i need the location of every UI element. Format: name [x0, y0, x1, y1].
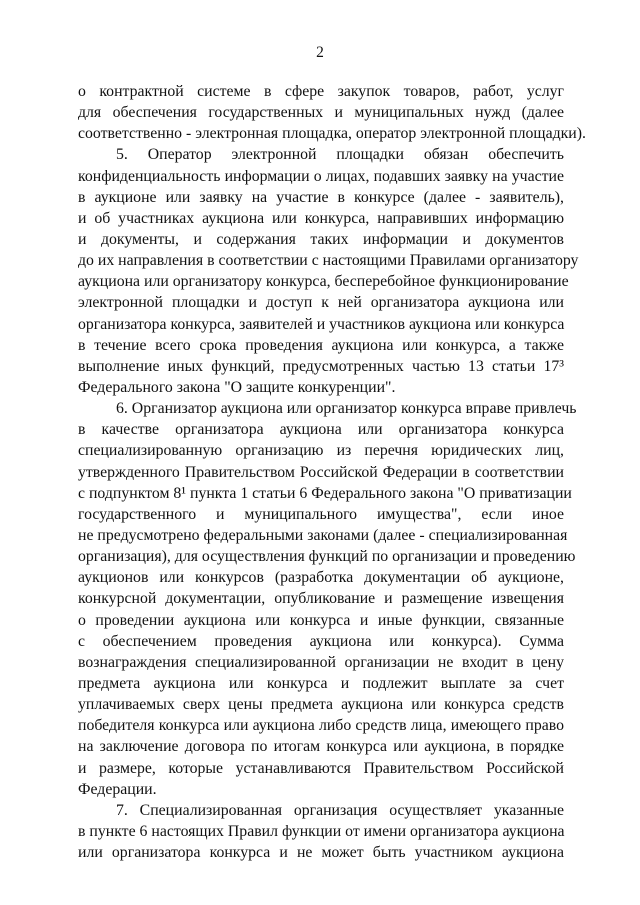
text-line: на заключение договора по итогам конкурса или аукциона, в порядке	[78, 738, 564, 756]
text-line: вознаграждения специализированной организации не входит в цену	[78, 653, 564, 671]
text-line: конфиденциальность информации о лицах, подавших заявку на участие	[78, 167, 564, 185]
text-line: и размере, которые устанавливаются Правительством Российской	[78, 759, 564, 777]
text-line: и документы, и содержания таких информации и документов	[78, 230, 564, 248]
text-line: утвержденного Правительством Российской Федерации в соответствии	[78, 463, 564, 481]
text-line: выполнение иных функций, предусмотренных частью 13 статьи 17³	[78, 357, 564, 375]
text-line: с обеспечением проведения аукциона или конкурса). Сумма	[78, 632, 564, 650]
text-line: предмета аукциона или конкурса и подлежит выплате за счет	[78, 674, 564, 692]
text-line: до их направления в соответствии с настоящими Правилами организатору	[78, 252, 579, 270]
text-line: в качестве организатора аукциона или организатора конкурса	[78, 421, 564, 439]
text-line: или организатора конкурса и не может быть участником аукциона	[78, 844, 564, 862]
text-line: уплачиваемых сверх цены предмета аукциона или конкурса средств	[78, 696, 564, 714]
text-line: конкурсной документации, опубликование и размещение извещения	[78, 590, 564, 608]
text-line: 6. Организатор аукциона или организатор конкурса вправе привлечь	[116, 400, 577, 418]
text-line: организатора конкурса, заявителей и участников аукциона или конкурса	[78, 315, 565, 333]
document-body	[78, 81, 586, 863]
text-line: аукционов или конкурсов (разработка документации об аукционе,	[78, 569, 564, 587]
text-line: для обеспечения государственных и муниципальных нужд (далее	[78, 104, 564, 122]
text-line: не предусмотрено федеральными законами (далее - специализированная	[78, 526, 568, 544]
text-line: с подпунктом 8¹ пункта 1 статьи 6 Федерального закона "О приватизации	[78, 484, 572, 502]
text-line: электронной площадки и доступ к ней организатора аукциона или	[78, 294, 564, 312]
text-line: о проведении аукциона или конкурса и иные функции, связанные	[78, 611, 564, 629]
text-line: Федерации.	[78, 780, 157, 798]
text-line: соответственно - электронная площадка, оператор электронной площадки).	[78, 125, 586, 143]
text-line: 7. Специализированная организация осуществляет указанные	[116, 801, 564, 819]
text-line: о контрактной системе в сфере закупок товаров, работ, услуг	[78, 83, 564, 100]
text-line: организация), для осуществления функций по организации и проведению	[78, 548, 576, 566]
text-line: в пункте 6 настоящих Правил функции от имени организатора аукциона	[78, 822, 565, 840]
text-line: в аукционе или заявку на участие в конкурсе (далее - заявитель),	[78, 188, 564, 206]
text-line: в течение всего срока проведения аукциона или конкурса, а также	[78, 336, 564, 354]
text-line: специализированную организацию из перечня юридических лиц,	[78, 442, 564, 460]
text-line: и об участниках аукциона или конкурса, направивших информацию	[78, 209, 564, 227]
text-line: 5. Оператор электронной площадки обязан обеспечить	[116, 146, 564, 164]
text-line: аукциона или организатору конкурса, бесперебойное функционирование	[78, 273, 569, 291]
text-line: победителя конкурса или аукциона либо средств лица, имеющего право	[78, 717, 564, 735]
text-line: государственного и муниципального имущества", если иное	[78, 505, 564, 523]
page-number: 2	[316, 44, 324, 61]
text-line: Федерального закона "О защите конкуренции".	[78, 378, 396, 396]
